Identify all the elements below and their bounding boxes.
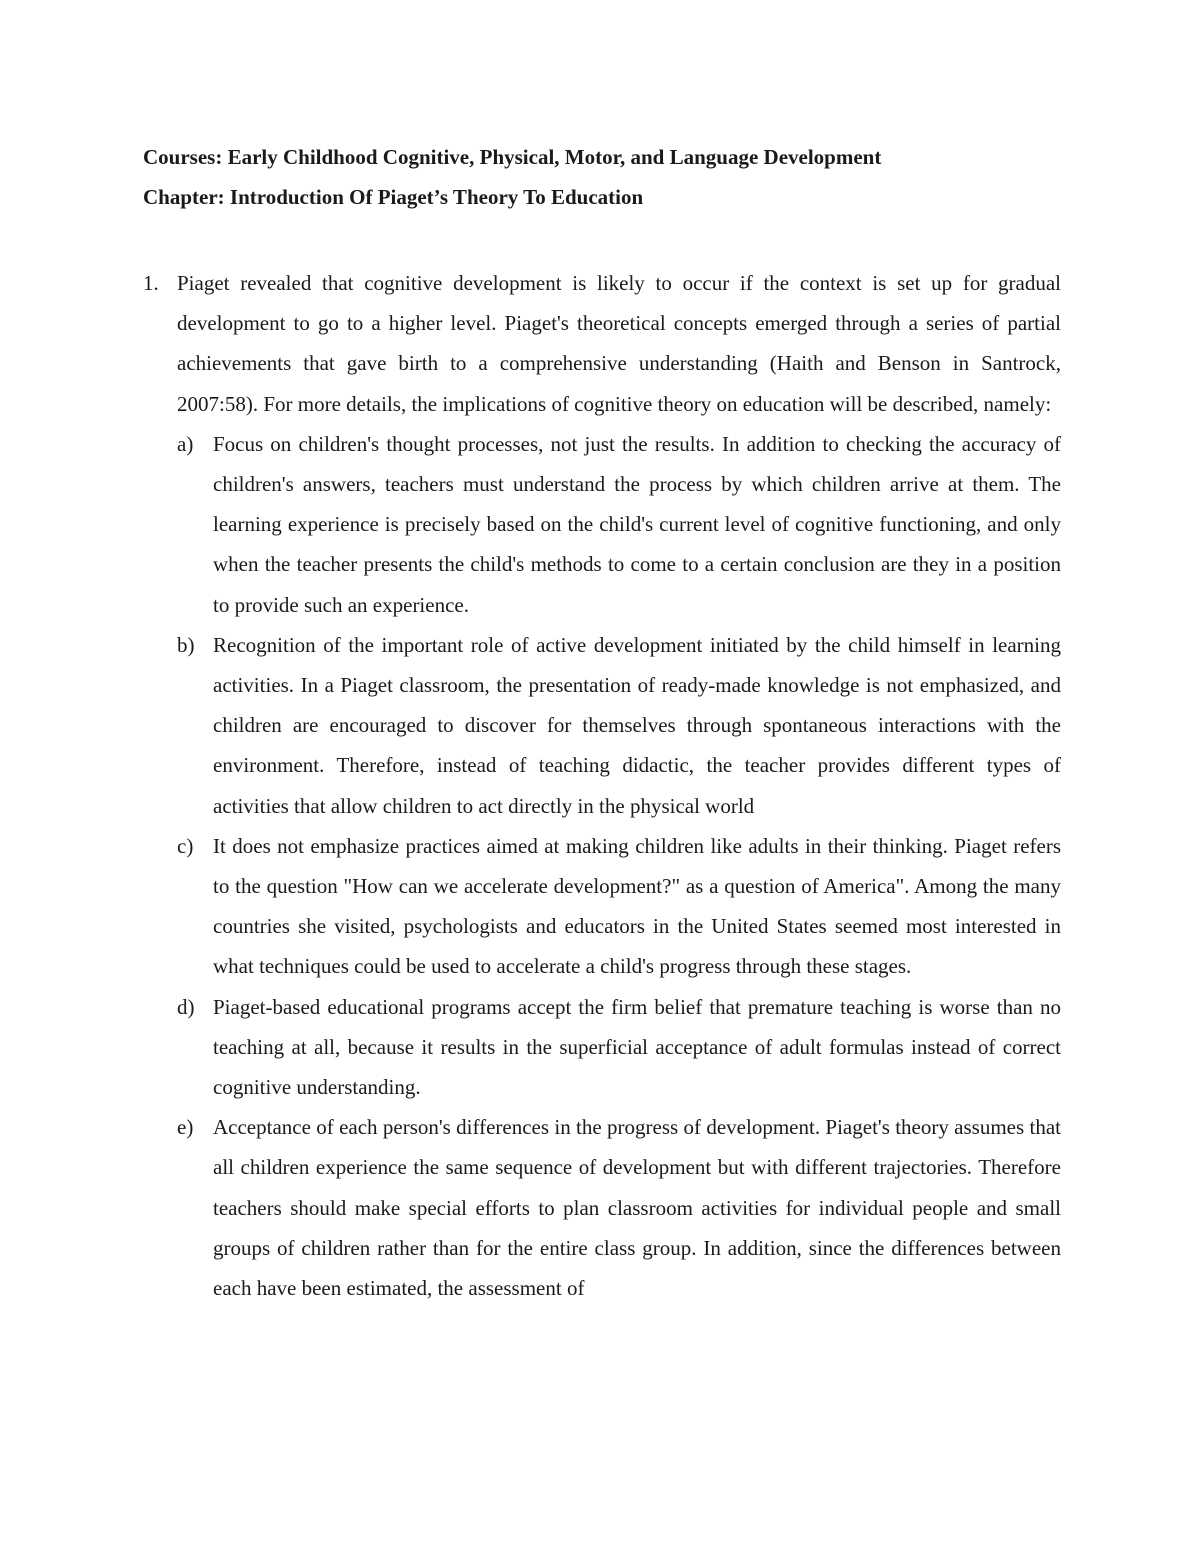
list-item-1 bbox=[143, 263, 1061, 1308]
sub-item-b-marker: b) bbox=[177, 632, 195, 657]
sub-list bbox=[177, 424, 1061, 1308]
sub-item-b-text: Recognition of the important role of active development initiated by the child himself in learning activities. In a Piaget classroom, the presentation of ready-made knowledge is not emphasized, and children are encouraged to discover for themselves through spontaneous interactions with the environment. Therefore, instead of teaching didactic, the teacher provides different types of activities that allow children to act directly in the physical world bbox=[213, 632, 1061, 818]
list-item-1-text: Piaget revealed that cognitive development is likely to occur if the context is set up for gradual development to go to a higher level. Piaget's theoretical concepts emerged through a series of partial achievements that gave birth to a comprehensive understanding (Haith and Benson in Santrock, 2007:58). For more details, the implications of cognitive theory on education will be described, namely: bbox=[177, 271, 1061, 416]
list-item-1-number: 1. bbox=[143, 271, 159, 295]
sub-item-d bbox=[177, 987, 1061, 1108]
sub-item-a-marker: a) bbox=[177, 431, 194, 456]
sub-item-e bbox=[177, 1107, 1061, 1308]
courses-heading: Courses: Early Childhood Cognitive, Physical, Motor, and Language Development bbox=[143, 145, 882, 169]
sub-item-c-marker: c) bbox=[177, 833, 194, 858]
chapter-heading: Chapter: Introduction Of Piaget’s Theory To Education bbox=[143, 185, 644, 209]
sub-item-d-marker: d) bbox=[177, 994, 195, 1019]
sub-item-e-text: Acceptance of each person's differences in the progress of development. Piaget's theory assumes that all children experience the same sequence of development but with different trajectories. Therefore teachers should make special efforts to plan classroom activities for individual people and small groups of children rather than for the entire class group. In addition, since the differences between each have been estimated, the assessment of bbox=[213, 1115, 1061, 1301]
sub-item-c-text: It does not emphasize practices aimed at making children like adults in their thinking. Piaget refers to the question "How can we accelerate development?" as a question of America". Among the many countries she visited, psychologists and educators in the United States seemed most interested in what techniques could be used to accelerate a child's progress through these stages. bbox=[213, 833, 1061, 979]
numbered-list bbox=[143, 263, 1061, 1308]
sub-item-c bbox=[177, 826, 1061, 987]
sub-item-d-text: Piaget-based educational programs accept the firm belief that premature teaching is worse than no teaching at all, because it results in the superficial acceptance of adult formulas instead of correct cognitive understanding. bbox=[213, 994, 1061, 1100]
sub-item-b bbox=[177, 625, 1061, 826]
sub-item-a bbox=[177, 424, 1061, 625]
sub-item-e-marker: e) bbox=[177, 1115, 194, 1140]
sub-item-a-text: Focus on children's thought processes, not just the results. In addition to checking the accuracy of children's answers, teachers must understand the process by which children arrive at them. The learning experience is precisely based on the child's current level of cognitive functioning, and only when the teacher presents the child's methods to come to a certain conclusion are they in a position to provide such an experience. bbox=[213, 431, 1061, 617]
